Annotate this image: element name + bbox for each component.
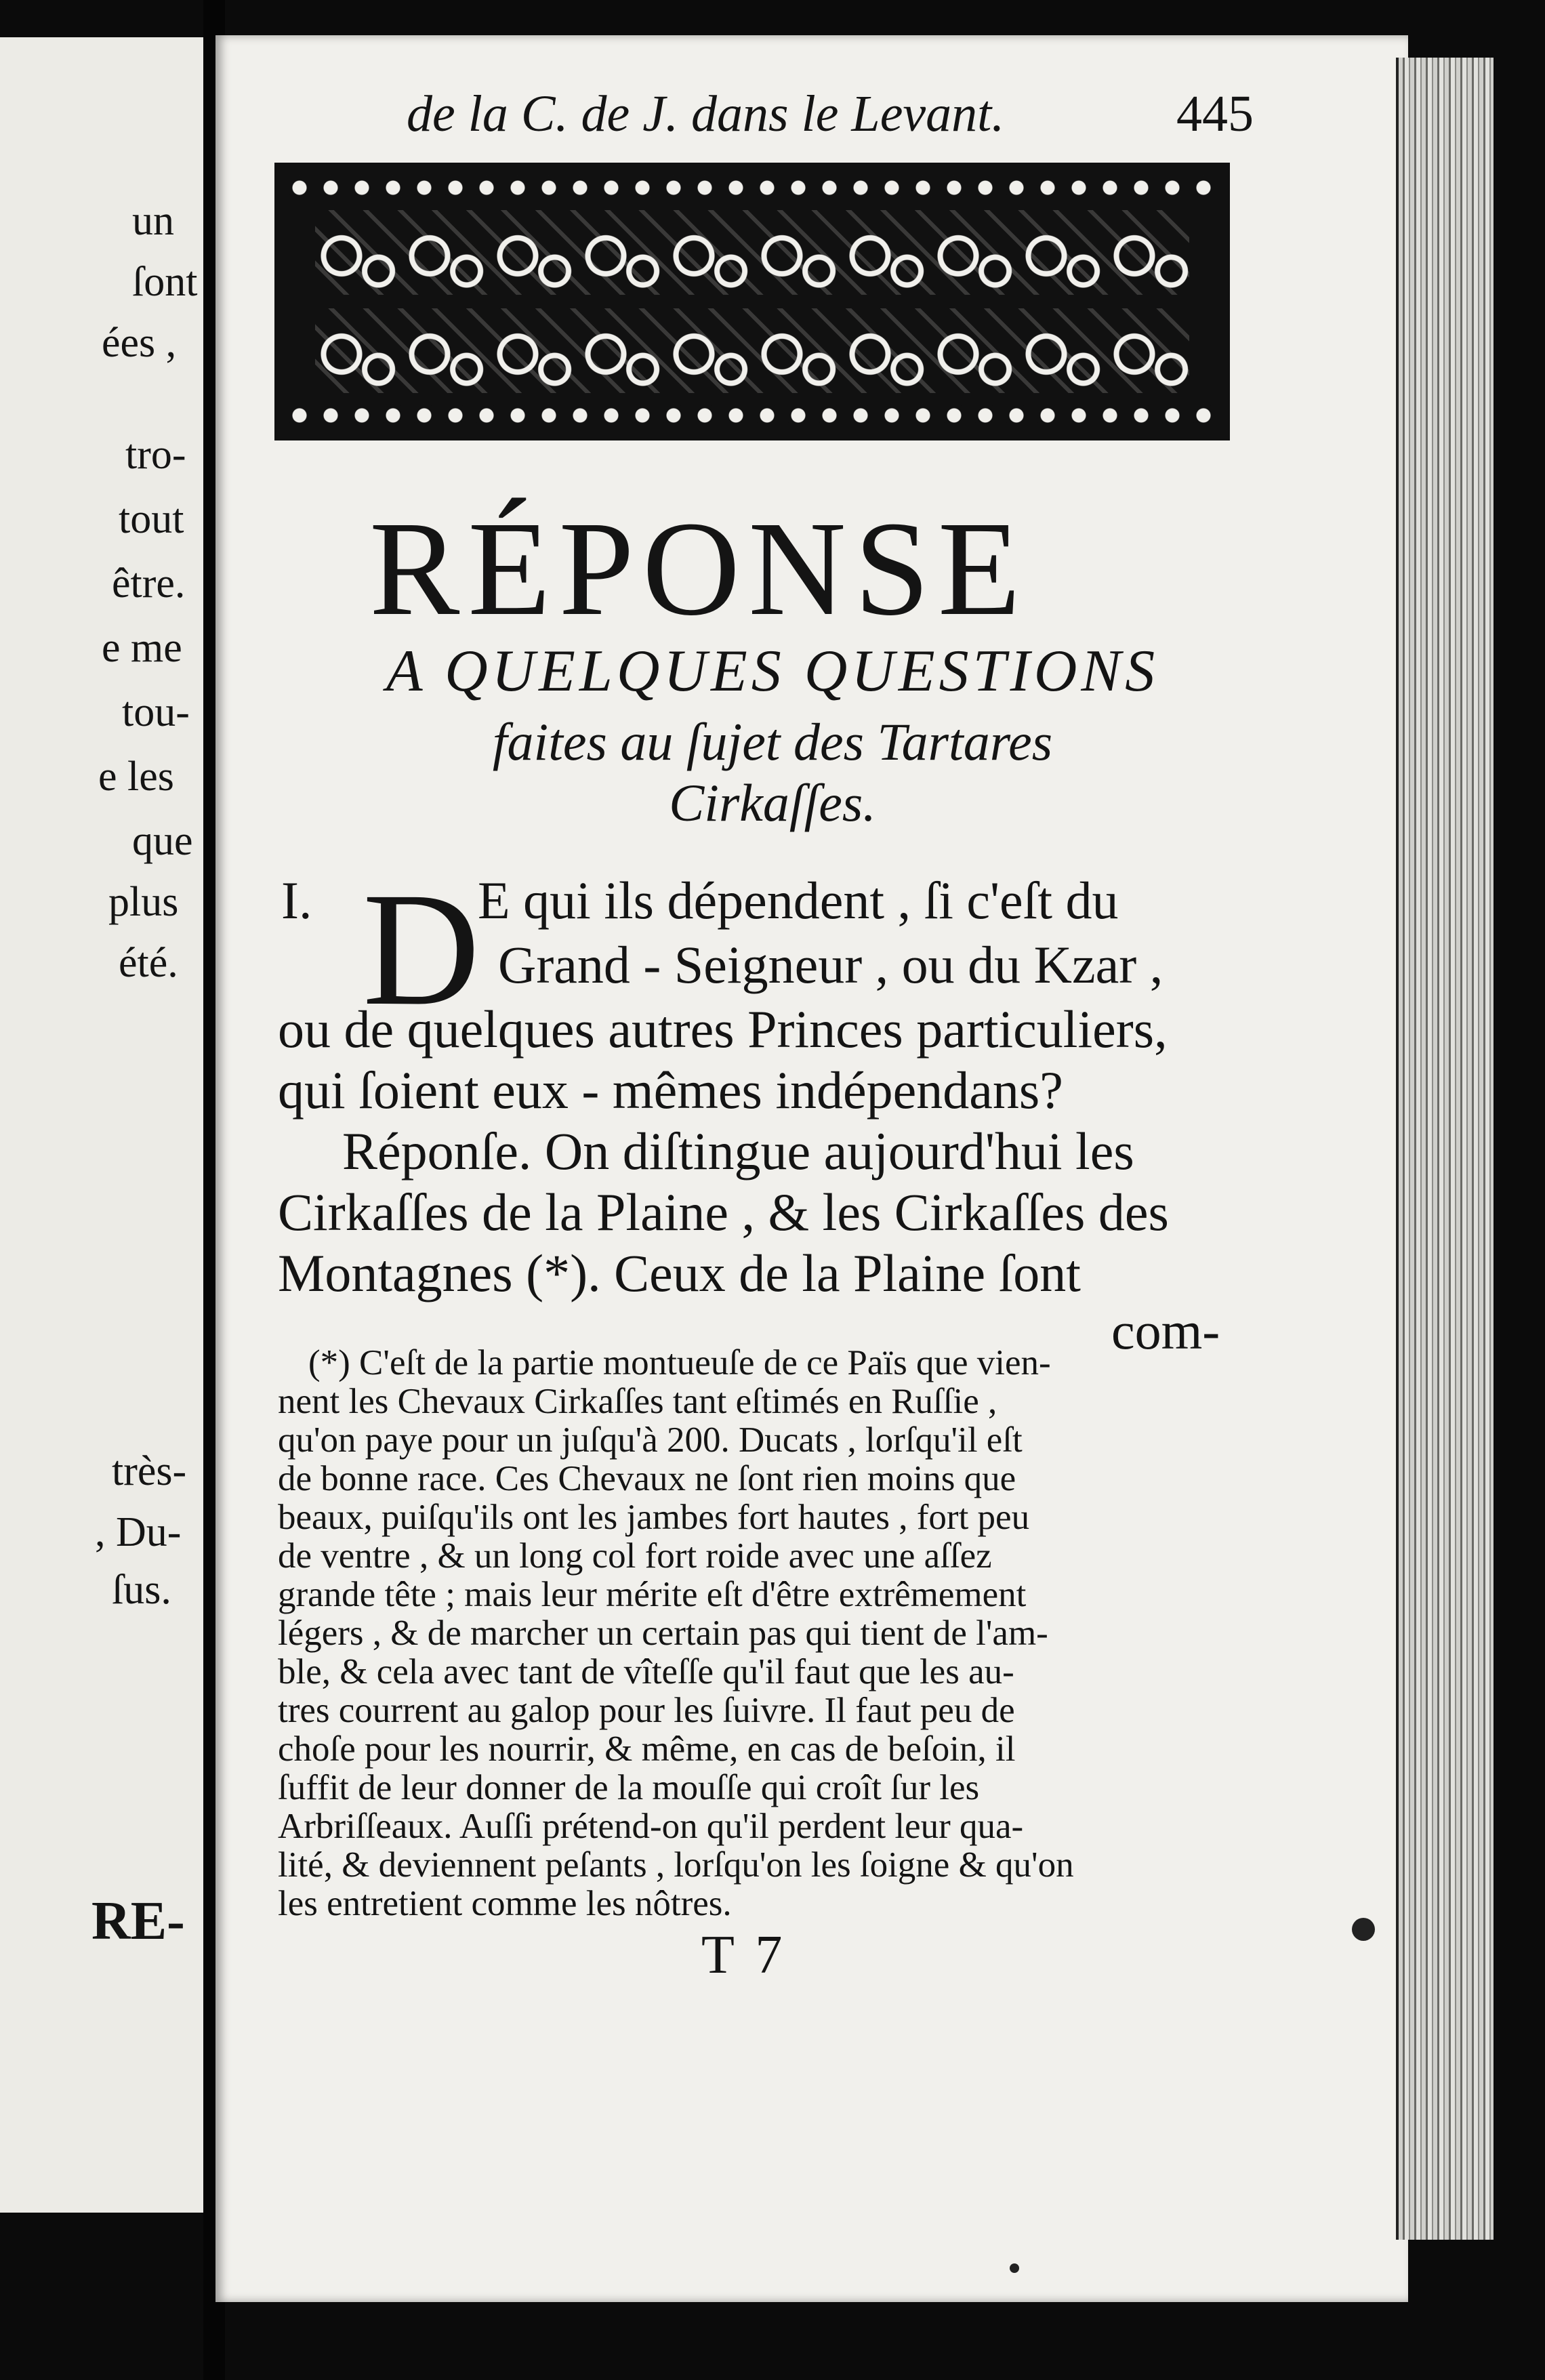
chapter-subtitle: faites au ſujet des Tartares [492, 712, 1053, 771]
body-line: Cirkaſſes de la Plaine , & les Cirkaſſes des [278, 1183, 1169, 1242]
catchword: com- [1111, 1301, 1220, 1360]
left-page-fragment: été. [119, 940, 178, 986]
left-page-fragment: e me [102, 625, 182, 671]
left-page-fragment: ſont [132, 259, 198, 305]
footnote-line: beaux, puiſqu'ils ont les jambes fort hautes , fort peu [278, 1498, 1030, 1537]
body-line: qui ſoient eux - mêmes indépendans? [278, 1061, 1063, 1120]
left-page-fragment: ées , [102, 320, 177, 366]
previous-page-fragment [0, 37, 209, 2213]
running-title: de la C. de J. dans le Levant. [407, 85, 1005, 142]
footnote-line: légers , & de marcher un certain pas qui tient de l'am- [278, 1614, 1048, 1653]
drop-cap: D [363, 859, 480, 1039]
footnote-line: lité, & deviennent peſants , lorſqu'on les ſoigne & qu'on [278, 1845, 1074, 1885]
page-number: 445 [1176, 85, 1254, 142]
left-page-fragment: e les [98, 754, 174, 800]
ornamental-headpiece [274, 163, 1230, 440]
footnote-line: de bonne race. Ces Chevaux ne ſont rien moins que [278, 1459, 1016, 1498]
ornament-chain-top [284, 172, 1220, 203]
footnote-line: ſuffit de leur donner de la mouſſe qui croît ſur les [278, 1768, 980, 1807]
ornament-scrollwork [284, 210, 1220, 295]
page-edges [1396, 58, 1494, 2240]
footnote-line: (*) C'eſt de la partie montueuſe de ce Païs que vien- [308, 1343, 1051, 1382]
chapter-title: RÉPONSE [369, 494, 1029, 644]
ornament-scrollwork [284, 308, 1220, 393]
body-line: ou de quelques autres Princes particuliers, [278, 1000, 1168, 1059]
footnote-line: de ventre , & un long col fort roide avec une aſſez [278, 1536, 992, 1576]
ink-spot [1352, 1918, 1375, 1941]
left-page-fragment: RE- [91, 1891, 185, 1951]
ink-spot [1010, 2263, 1019, 2273]
left-page-fragment: tou- [122, 689, 190, 735]
footnote-line: choſe pour les nourrir, & même, en cas de beſoin, il [278, 1729, 1016, 1769]
footnote-line: grande tête ; mais leur mérite eſt d'être extrêmement [278, 1575, 1027, 1614]
footnote-line: ble, & cela avec tant de vîteſſe qu'il faut que les au- [278, 1652, 1014, 1691]
body-line: E qui ils dépendent , ſi c'eſt du [478, 871, 1119, 930]
left-page-fragment: tro- [125, 432, 186, 478]
left-page-fragment: que [132, 818, 193, 864]
chapter-subtitle: Cirkaſſes. [669, 773, 876, 832]
running-header [407, 78, 1254, 146]
left-page-fragment: , Du- [95, 1509, 182, 1555]
item-number: I. [281, 871, 312, 930]
footnote-line: les entretient comme les nôtres. [278, 1884, 732, 1923]
ornament-chain-bottom [284, 400, 1220, 431]
left-page-fragment: très- [112, 1448, 187, 1494]
signature-mark: T 7 [701, 1925, 787, 1985]
left-page-fragment: plus [108, 879, 179, 925]
body-line: Montagnes (*). Ceux de la Plaine ſont [278, 1244, 1081, 1302]
left-page-fragment: un [132, 198, 174, 244]
body-line: Grand - Seigneur , ou du Kzar , [498, 935, 1163, 994]
footnote-line: Arbriſſeaux. Auſſi prétend-on qu'il perdent leur qua- [278, 1807, 1024, 1846]
left-page-fragment: tout [119, 496, 184, 542]
chapter-subtitle: A QUELQUES QUESTIONS [386, 638, 1159, 704]
left-page-fragment: être. [112, 560, 186, 607]
footnote-line: tres courrent au galop pour les ſuivre. Il faut peu de [278, 1691, 1015, 1730]
footnote-line: qu'on paye pour un juſqu'à 200. Ducats , lorſqu'il eſt [278, 1420, 1023, 1460]
body-line: Réponſe. On diſtingue aujourd'hui les [342, 1122, 1134, 1181]
footnote-line: nent les Chevaux Cirkaſſes tant eſtimés en Ruſſie , [278, 1382, 997, 1421]
left-page-fragment: ſus. [112, 1567, 171, 1613]
